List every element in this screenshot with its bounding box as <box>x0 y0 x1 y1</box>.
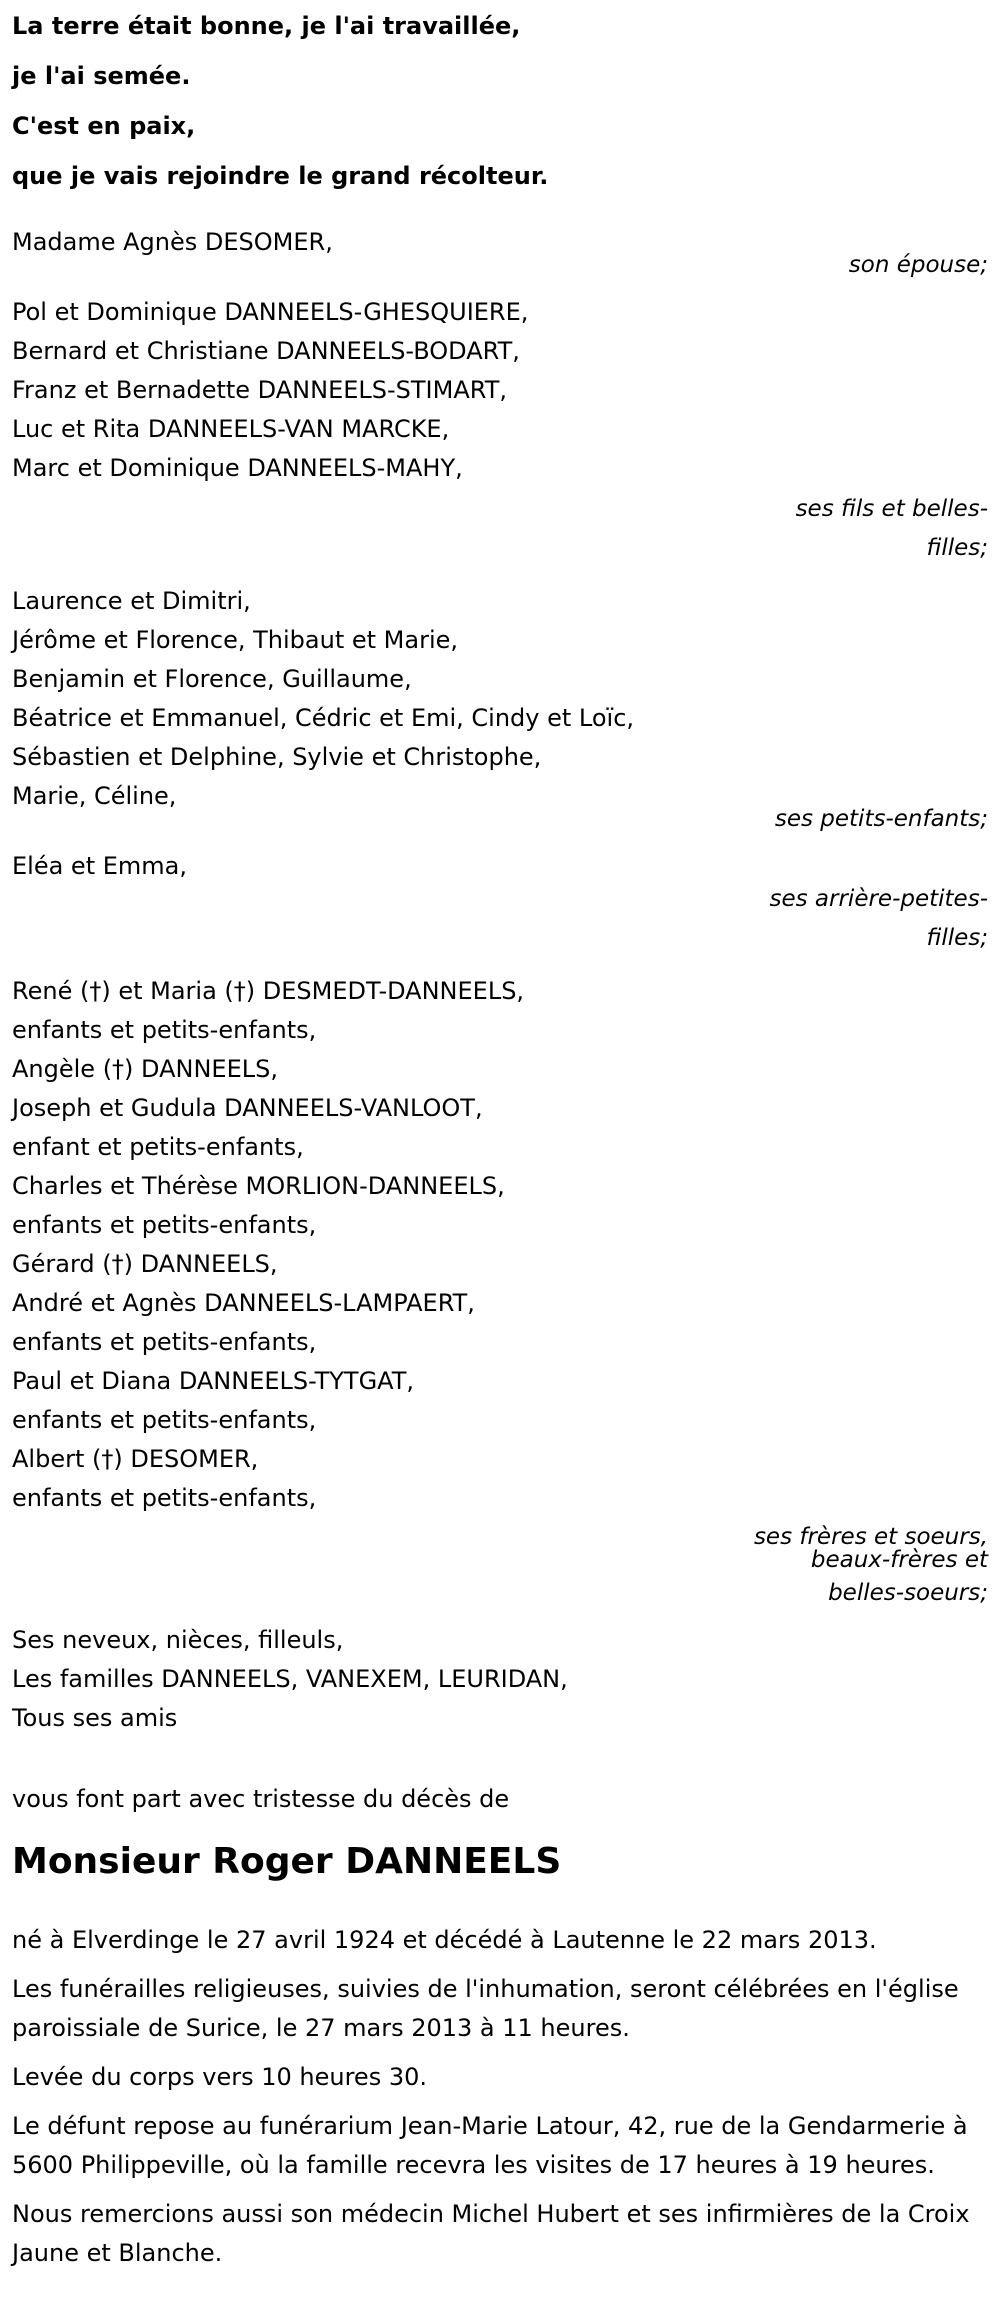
family-line: Bernard et Christiane DANNEELS-BODART, <box>12 337 520 365</box>
detail-paragraph: Le défunt repose au funérarium Jean-Marie Latour, 42, rue de la Gendarmerie à 5600 Philippeville, où la famille recevra les visites de 17 heures à 19 heures. <box>12 2112 968 2179</box>
family-line: enfants et petits-enfants, <box>12 1406 317 1434</box>
family-line: enfants et petits-enfants, <box>12 1484 317 1512</box>
family-line: Luc et Rita DANNEELS-VAN MARCKE, <box>12 415 450 443</box>
detail-paragraph: né à Elverdinge le 27 avril 1924 et décédé à Lautenne le 22 mars 2013. <box>12 1926 877 1954</box>
family-line: Angèle (†) DANNEELS, <box>12 1055 278 1083</box>
family-line: Laurence et Dimitri, <box>12 587 251 615</box>
announcement: vous font part avec tristesse du décès de <box>12 1785 510 1813</box>
details-section <box>12 1921 988 2273</box>
poem-line: La terre était bonne, je l'ai travaillée, <box>12 12 521 40</box>
spouse-relation: son épouse; <box>848 252 988 278</box>
family-line: Tous ses amis <box>12 1704 178 1732</box>
family-line: enfant et petits-enfants, <box>12 1133 304 1161</box>
family-line: enfants et petits-enfants, <box>12 1328 317 1356</box>
family-line: Charles et Thérèse MORLION-DANNEELS, <box>12 1172 505 1200</box>
deceased-name: Monsieur Roger DANNEELS <box>12 1841 562 1882</box>
grandchildren-section <box>12 582 988 839</box>
family-line: Sébastien et Delphine, Sylvie et Christophe, <box>12 743 542 771</box>
family-line: Paul et Diana DANNEELS-TYTGAT, <box>12 1367 415 1395</box>
family-line: Benjamin et Florence, Guillaume, <box>12 665 412 693</box>
poem-line: que je vais rejoindre le grand récolteur. <box>12 162 549 190</box>
sons-relation-line-1: ses fils et belles- <box>795 496 988 522</box>
obituary-page <box>0 1 1000 2314</box>
detail-paragraph: Les funérailles religieuses, suivies de l'inhumation, seront célébrées en l'église paroissiale de Surice, le 27 mars 2013 à 11 heures. <box>12 1975 959 2042</box>
family-line: Marie, Céline, <box>12 782 177 810</box>
grandchildren-relation: ses petits-enfants; <box>774 806 988 832</box>
sons-relation-line-2: filles; <box>926 535 988 561</box>
family-line: enfants et petits-enfants, <box>12 1211 317 1239</box>
family-line: Béatrice et Emmanuel, Cédric et Emi, Cindy et Loïc, <box>12 704 635 732</box>
detail-paragraph: Nous remercions aussi son médecin Michel Hubert et ses infirmières de la Croix Jaune et Blanche. <box>12 2200 970 2267</box>
family-line: Ses neveux, nièces, filleuls, <box>12 1626 344 1654</box>
spouse-name: Madame Agnès DESOMER, <box>12 228 333 256</box>
spouse-section <box>12 223 988 285</box>
family-line: Jérôme et Florence, Thibaut et Marie, <box>12 626 459 654</box>
obituary-content <box>12 1 988 2273</box>
family-line: Eléa et Emma, <box>12 852 187 880</box>
siblings-relation-line-3: belles-soeurs; <box>828 1580 988 1606</box>
others-section <box>12 1621 988 1738</box>
poem-line: C'est en paix, <box>12 112 196 140</box>
family-line: Franz et Bernadette DANNEELS-STIMART, <box>12 376 507 404</box>
great-grandchildren-relation-line-2: filles; <box>926 925 988 951</box>
great-grandchildren-relation-line-1: ses arrière-petites- <box>769 886 988 912</box>
poem-line: je l'ai semée. <box>12 62 191 90</box>
siblings-relation-line-1: ses frères et soeurs, <box>753 1524 988 1550</box>
siblings-relation-line-2: beaux-frères et <box>810 1547 988 1573</box>
family-line: enfants et petits-enfants, <box>12 1016 317 1044</box>
family-line: Marc et Dominique DANNEELS-MAHY, <box>12 454 463 482</box>
sons-section <box>12 293 988 568</box>
family-line: Gérard (†) DANNEELS, <box>12 1250 278 1278</box>
siblings-section <box>12 972 988 1613</box>
family-line: Joseph et Gudula DANNEELS-VANLOOT, <box>12 1094 483 1122</box>
great-grandchildren-section <box>12 847 988 958</box>
detail-paragraph: Levée du corps vers 10 heures 30. <box>12 2063 427 2091</box>
family-line: Pol et Dominique DANNEELS-GHESQUIERE, <box>12 298 529 326</box>
family-line: Les familles DANNEELS, VANEXEM, LEURIDAN, <box>12 1665 568 1693</box>
family-line: Albert (†) DESOMER, <box>12 1445 259 1473</box>
family-line: André et Agnès DANNEELS-LAMPAERT, <box>12 1289 475 1317</box>
poem <box>12 1 988 201</box>
family-line: René (†) et Maria (†) DESMEDT-DANNEELS, <box>12 977 525 1005</box>
